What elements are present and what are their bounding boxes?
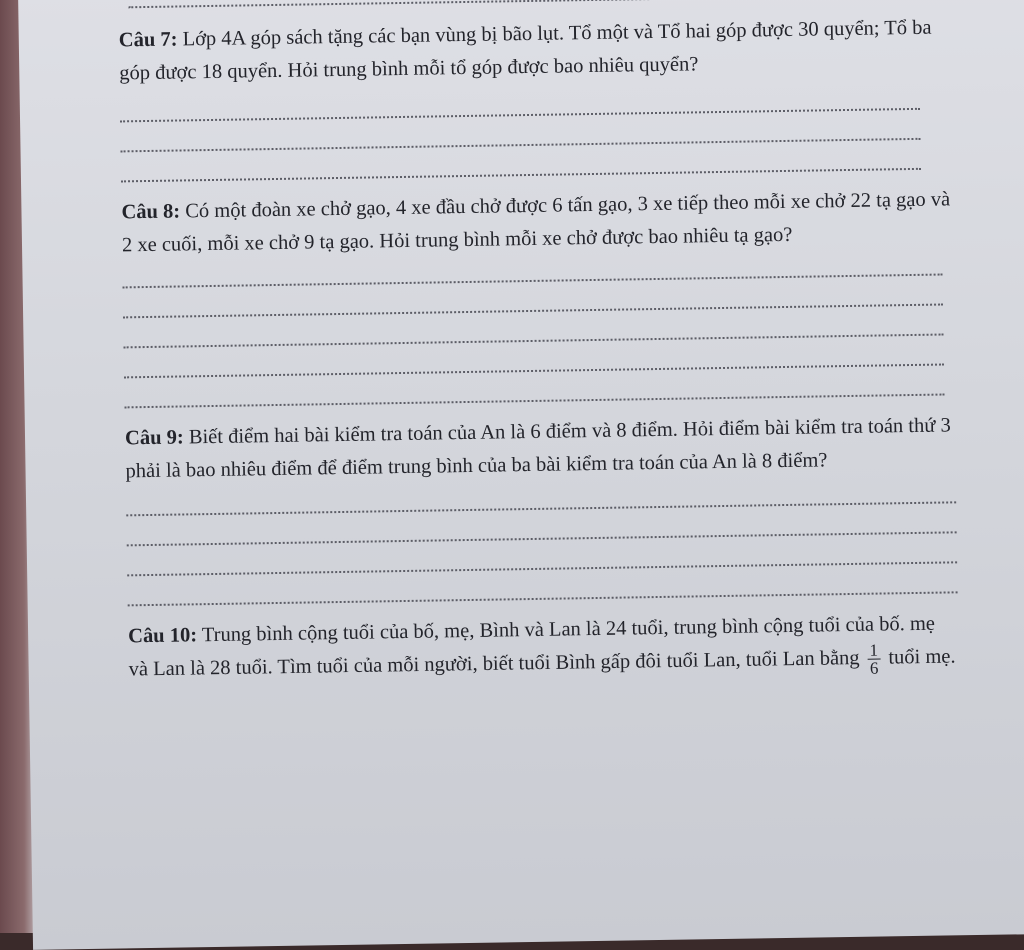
question-9-text: Biết điểm hai bài kiểm tra toán của An là 6 điểm và 8 điểm. Hỏi điểm bài kiểm tra toán thứ 3 phải là bao nhiêu điểm để điểm trung bình của ba bài kiểm tra toán của An là 8 điểm? — [125, 414, 951, 483]
fraction-denominator: 6 — [869, 658, 879, 678]
question-10-text: Trung bình cộng tuổi của bố, mẹ, Bình và Lan là 24 tuổi, trung bình cộng tuổi của bố. mẹ và Lan là 28 tuổi. Tìm tuổi của mỗi người, biết tuổi Bình gấp đôi tuổi Lan, tuổi Lan bằng — [128, 612, 936, 681]
question-10-text-after: tuổi mẹ. — [888, 645, 956, 669]
question-9-answer-area — [126, 475, 958, 606]
question-10-label: Câu 10: — [127, 624, 198, 648]
fraction-numerator: 1 — [869, 640, 879, 660]
worksheet-paper — [18, 0, 1024, 950]
question-8-answer-area — [122, 249, 954, 408]
question-7-label: Câu 7: — [118, 28, 178, 52]
question-8-label: Câu 8: — [121, 200, 181, 224]
question-8-text: Có một đoàn xe chở gạo, 4 xe đầu chở được 6 tấn gạo, 3 xe tiếp theo mỗi xe chở 22 tạ gạo và 2 xe cuối, mỗi xe chở 9 tạ gạo. Hỏi trung bình mỗi xe chở được bao nhiêu tạ gạo? — [121, 188, 951, 257]
question-10 — [128, 607, 959, 688]
fraction-one-sixth — [867, 642, 880, 677]
question-7-answer-area — [120, 77, 951, 182]
question-7-text: Lớp 4A góp sách tặng các bạn vùng bị bão lụt. Tổ một và Tổ hai góp được 30 quyển; Tổ ba góp được 18 quyển. Hỏi trung bình mỗi tổ góp được bao nhiêu quyển? — [119, 16, 932, 85]
answer-line — [128, 0, 908, 8]
question-9-label: Câu 9: — [124, 426, 184, 450]
worksheet-content — [118, 0, 959, 688]
